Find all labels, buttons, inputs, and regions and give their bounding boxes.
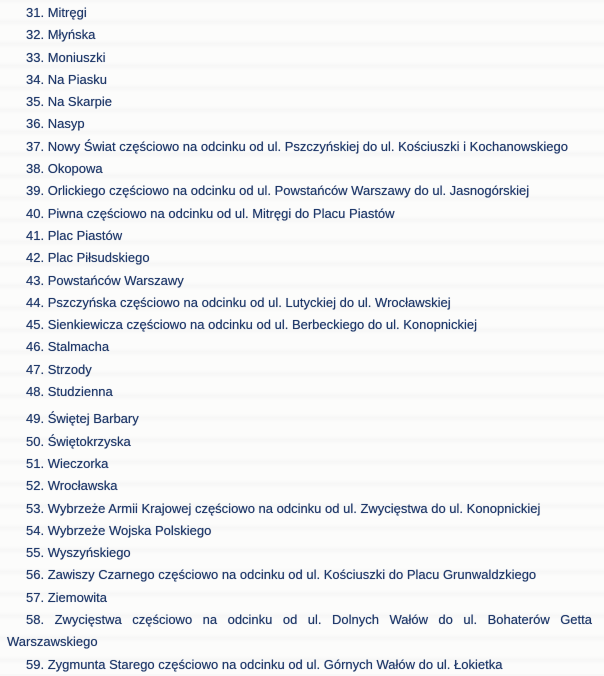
list-item (7, 24, 592, 46)
item-number: 53. (26, 500, 45, 516)
item-text: Na Piasku (47, 71, 107, 87)
list-item (7, 359, 592, 381)
list-item (7, 203, 592, 225)
list-item (7, 475, 592, 497)
item-number: 59. (26, 656, 45, 672)
item-number: 36. (26, 116, 45, 132)
item-text: Ziemowita (47, 589, 107, 605)
item-number: 40. (26, 205, 45, 221)
list-item (7, 408, 592, 430)
list-item (7, 654, 592, 676)
item-text: Wybrzeże Armii Krajowej częściowo na odcinku od ul. Zwycięstwa do ul. Konopnickiej (47, 500, 541, 516)
item-text: Nowy Świat częściowo na odcinku od ul. Pszczyńskiej do ul. Kościuszki i Kochanowskiego (47, 138, 568, 154)
item-number: 41. (26, 227, 45, 243)
item-number: 58. (26, 612, 45, 628)
list-item (7, 431, 592, 453)
item-number: 37. (26, 138, 45, 154)
list-item (7, 498, 592, 520)
item-text: Orlickiego częściowo na odcinku od ul. Powstańców Warszawy do ul. Jasnogórskiej (47, 183, 530, 199)
list-item (7, 314, 592, 336)
list-item (7, 542, 592, 564)
item-text: Mitręgi (47, 5, 87, 20)
item-text: Plac Piłsudskiego (47, 250, 150, 266)
item-number: 51. (26, 455, 45, 471)
item-text: Wrocławska (47, 478, 118, 494)
list-item (7, 564, 592, 586)
item-text: Moniuszki (47, 49, 106, 65)
list-item (7, 158, 592, 180)
item-number: 48. (26, 384, 45, 400)
item-text: Świętej Barbary (47, 411, 139, 427)
item-number: 47. (26, 361, 45, 377)
list-item (7, 270, 592, 292)
item-text: Zawiszy Czarnego częściowo na odcinku od ul. Kościuszki do Placu Grunwaldzkiego (47, 567, 537, 583)
list-item (7, 520, 592, 542)
item-number: 54. (26, 522, 45, 538)
item-text: Nasyp (47, 116, 85, 132)
item-number: 38. (26, 161, 45, 177)
list-item (7, 2, 592, 24)
item-number: 32. (26, 27, 45, 43)
item-number: 55. (26, 545, 45, 561)
item-number: 57. (26, 589, 45, 605)
item-text: Piwna częściowo na odcinku od ul. Mitręgi do Placu Piastów (47, 205, 395, 221)
list-item (7, 381, 592, 403)
list-item (7, 336, 592, 358)
item-text: Wyszyńskiego (47, 545, 131, 561)
item-number: 50. (26, 433, 45, 449)
list-item (7, 587, 592, 609)
list-item (7, 69, 592, 91)
item-text: Stalmacha (47, 339, 110, 355)
item-text: Zygmunta Starego częściowo na odcinku od ul. Górnych Wałów do ul. Łokietka (47, 656, 503, 672)
item-number: 34. (26, 71, 45, 87)
item-text: Plac Piastów (47, 227, 123, 243)
item-text: Wieczorka (47, 455, 109, 471)
item-number: 52. (26, 478, 45, 494)
item-text: Okopowa (47, 161, 103, 177)
item-text: Strzody (47, 361, 92, 377)
item-number: 44. (26, 294, 45, 310)
list-item (7, 453, 592, 475)
item-text: Wybrzeże Wojska Polskiego (47, 522, 212, 538)
list-item (7, 113, 592, 135)
list-item (7, 180, 592, 202)
list-item (7, 609, 592, 654)
item-text: Młyńska (47, 27, 96, 43)
list-item (7, 225, 592, 247)
item-text: Powstańców Warszawy (47, 272, 184, 288)
item-number: 46. (26, 339, 45, 355)
list-item (7, 136, 592, 158)
list-item (7, 91, 592, 113)
item-text: Sienkiewicza częściowo na odcinku od ul. Berbeckiego do ul. Konopnickiej (47, 317, 477, 333)
item-number: 56. (26, 567, 45, 583)
item-number: 31. (26, 5, 45, 20)
list-item (7, 47, 592, 69)
item-text: Pszczyńska częściowo na odcinku od ul. Lutyckiej do ul. Wrocławskiej (47, 294, 451, 310)
list-item (7, 292, 592, 314)
item-number: 33. (26, 49, 45, 65)
item-number: 35. (26, 94, 45, 110)
item-text: Świętokrzyska (47, 433, 131, 449)
item-number: 49. (26, 411, 45, 427)
item-number: 42. (26, 250, 45, 266)
item-text: Na Skarpie (47, 94, 113, 110)
item-text: Studzienna (47, 384, 113, 400)
item-number: 45. (26, 317, 45, 333)
list-item (7, 247, 592, 269)
item-number: 43. (26, 272, 45, 288)
item-text: Zwycięstwa częściowo na odcinku od ul. Dolnych Wałów do ul. Bohaterów Getta Warszawskiego (7, 612, 592, 650)
item-number: 39. (26, 183, 45, 199)
